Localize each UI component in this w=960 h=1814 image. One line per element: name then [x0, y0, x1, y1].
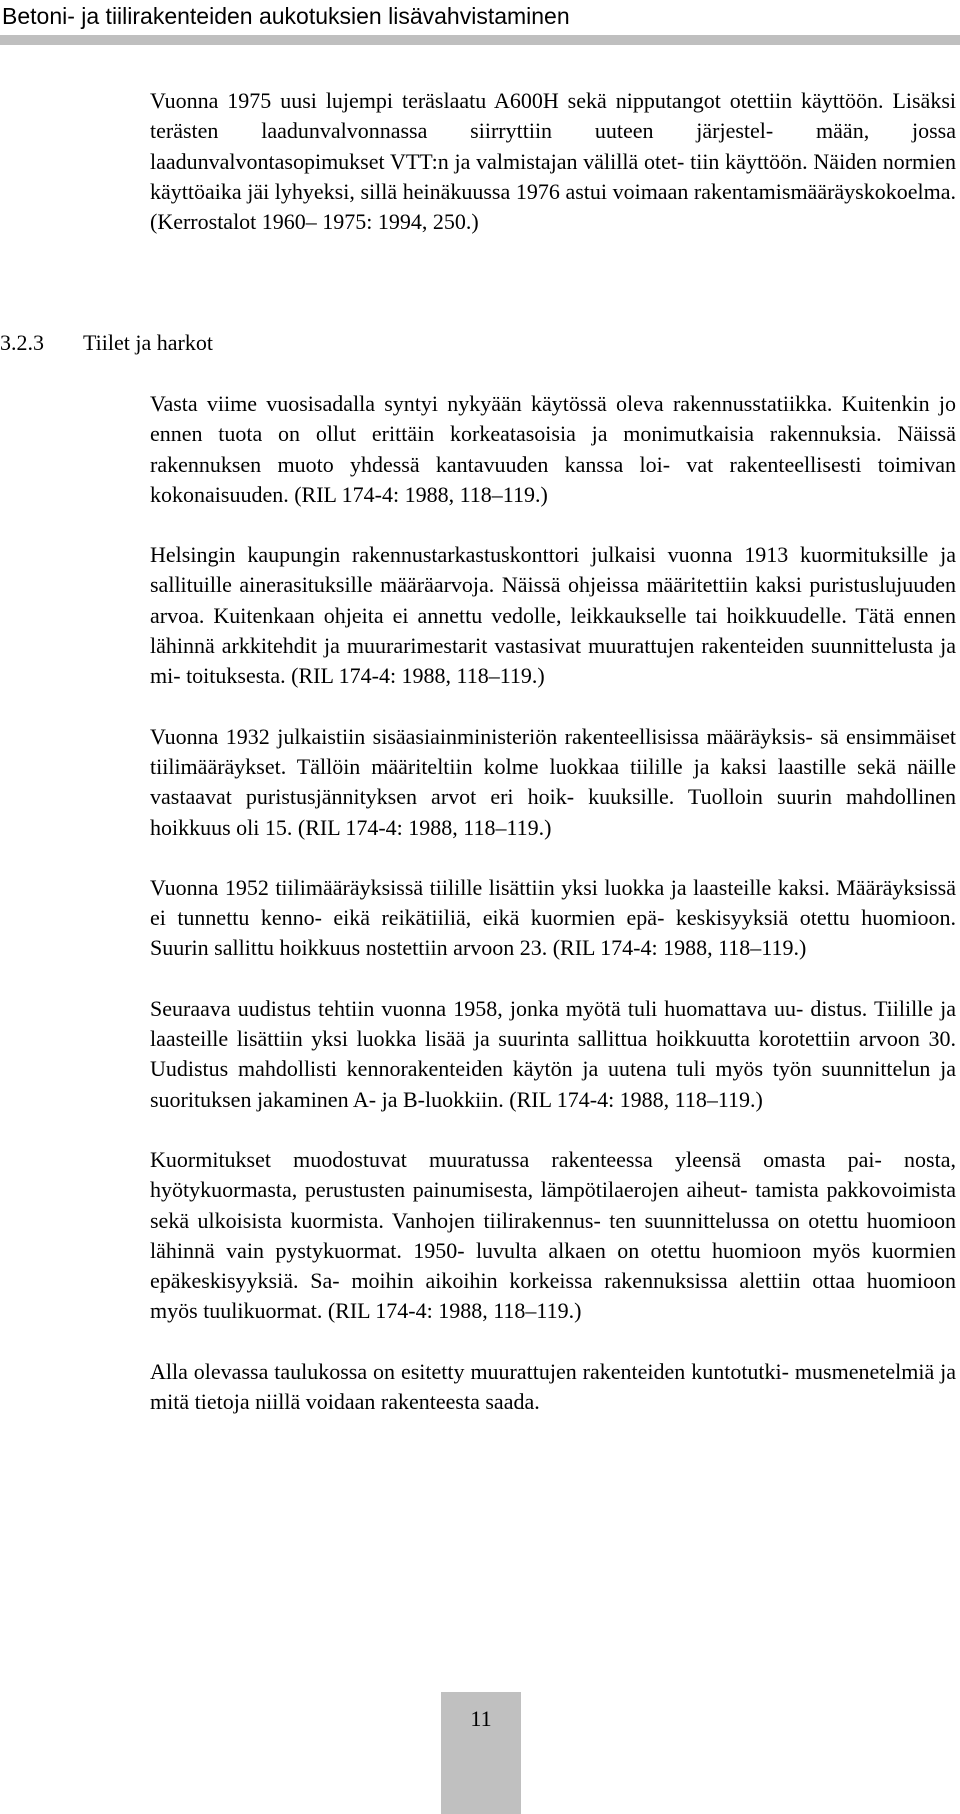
page-header — [0, 0, 960, 40]
text-line: Kuitenkin jo ennen tuota on ollut erittäin korkeatasoisia ja monimutkaisia — [150, 391, 957, 447]
text-line: luvulta alkaen on otettu huomioon myös kuormien epäkeskisyyksiä. Sa- — [150, 1237, 956, 1294]
paragraph-4 — [150, 873, 956, 964]
paragraph-6 — [150, 1145, 956, 1327]
text-line: toituksesta. (RIL 174-4: 1988, 118–119.) — [186, 663, 545, 689]
text-line: vedolle, leikkaukselle tai hoikkuudelle. Tätä ennen lähinnä arkkitehdit ja — [150, 602, 956, 659]
text-line: Vasta viime vuosisadalla syntyi nykyään käytössä oleva rakennusstatiikka. — [150, 391, 833, 416]
section-heading — [0, 328, 213, 358]
text-line: Kuormitukset muodostuvat muuratussa rakenteessa yleensä omasta pai- — [150, 1146, 882, 1172]
text-line: mään, jossa laadunvalvontasopimukset VTT:n ja valmistajan välillä otet- — [150, 118, 956, 174]
text-line: Helsingin kaupungin rakennustarkastuskonttori julkaisi vuonna 1913 — [150, 542, 789, 568]
text-line: 1976 astui voimaan rakentamismääräyskokoelma. (Kerrostalot 1960– — [150, 178, 956, 235]
text-line: Vuonna 1975 uusi lujempi teräslaatu A600H sekä nipputangot otettiin — [150, 88, 793, 113]
text-line: muurarimestarit vastasivat muurattujen rakenteiden suunnittelusta ja mi- — [150, 633, 957, 689]
section-title: Tiilet ja harkot — [83, 330, 213, 355]
text-line: nosta, hyötykuormasta, perustusten painumisesta, lämpötilaerojen aiheut- — [150, 1146, 956, 1203]
text-line: sä ensimmäiset tiilimääräykset. Tällöin määriteltiin kolme luokkaa tiilille — [150, 723, 957, 779]
document-title: Betoni- ja tiilirakenteiden aukotuksien lisävahvistaminen — [2, 3, 570, 29]
text-line: määritettiin kaksi puristuslujuuden arvoa. Kuitenkaan ohjeita ei annettu — [150, 572, 956, 628]
paragraph-2 — [150, 540, 956, 691]
header-rule — [0, 35, 960, 45]
text-line: hoikkuutta korotettiin arvoon 30. Uudistus mahdollisti kennorakenteiden — [150, 1026, 956, 1082]
text-line: Alla olevassa taulukossa on esitetty muurattujen rakenteiden kuntotutki- — [150, 1358, 789, 1384]
text-line: rakennuksia. Näissä rakennuksen muoto yhdessä kantavuuden kanssa loi- — [150, 421, 956, 477]
section-body — [150, 389, 956, 1417]
paragraph-7 — [150, 1357, 956, 1418]
paragraph-3 — [150, 722, 956, 843]
text-line: käytön ja uutena tuli myös työn suunnittelun ja suorituksen jakaminen A- — [150, 1056, 957, 1112]
page-number-box — [441, 1692, 521, 1814]
text-line: kuormituksille ja sallituille ainerasituksille määräarvoja. Näissä ohjeissa — [150, 542, 956, 598]
text-line: tamista pakkovoimista sekä ulkoisista kuormista. Vanhojen tiilirakennus- — [150, 1177, 956, 1233]
text-line: ja kaksi laastille sekä näille vastaavat puristusjännityksen arvot eri hoik- — [150, 753, 956, 810]
text-line: moihin aikoihin korkeissa rakennuksissa alettiin ottaa huomioon myös — [150, 1268, 957, 1324]
text-line: kuuksille. Tuolloin suurin mahdollinen hoikkuus oli 15. (RIL 174-4: 1988, — [150, 784, 957, 840]
text-line: kaksi. Määräyksissä ei tunnettu kenno- eikä reikätiiliä, eikä kuormien epä- — [150, 874, 956, 931]
paragraph-intro — [150, 86, 956, 237]
text-line: tuulikuormat. (RIL 174-4: 1988, 118–119.) — [203, 1298, 582, 1324]
text-line: Vuonna 1932 julkaistiin sisäasiainministeriön rakenteellisissa määräyksis- — [150, 723, 813, 749]
text-line: 23. (RIL 174-4: 1988, 118–119.) — [519, 935, 807, 961]
text-line: musmenetelmiä ja mitä tietoja niillä voidaan rakenteesta saada. — [150, 1358, 957, 1415]
page-number: 11 — [470, 1706, 492, 1731]
text-line: Seuraava uudistus tehtiin vuonna 1958, jonka myötä tuli huomattava uu- — [150, 995, 804, 1021]
text-line: distus. Tiilille ja laasteille lisättiin yksi luokka lisää ja suurinta sallittua — [150, 995, 957, 1052]
text-line: keskisyyksiä otettu huomioon. Suurin sallittu hoikkuus nostettiin arvoon — [150, 905, 957, 961]
text-line: 118–119.) — [463, 814, 552, 840]
paragraph-5 — [150, 994, 956, 1115]
text-line: tiin käyttöön. Näiden normien käyttöaika jäi lyhyeksi, sillä heinäkuussa — [150, 148, 957, 204]
text-line: ja B-luokkiin. (RIL 174-4: 1988, 118–119.) — [381, 1086, 763, 1112]
intro-section — [150, 86, 956, 237]
paragraph-1 — [150, 389, 956, 510]
section-number: 3.2.3 — [0, 330, 44, 355]
text-line: vat rakenteellisesti toimivan kokonaisuuden. (RIL 174-4: 1988, 118–119.) — [150, 451, 956, 507]
text-line: ten suunnittelussa on otettu huomioon lähinnä vain pystykuormat. 1950- — [150, 1207, 956, 1263]
text-line: käyttöön. Lisäksi terästen laadunvalvonnassa siirryttiin uuteen järjestel- — [150, 88, 956, 144]
text-line: Vuonna 1952 tiilimääräyksissä tiilille lisättiin yksi luokka ja laasteille — [150, 874, 772, 900]
text-line: 1975: 1994, 250.) — [322, 209, 479, 235]
